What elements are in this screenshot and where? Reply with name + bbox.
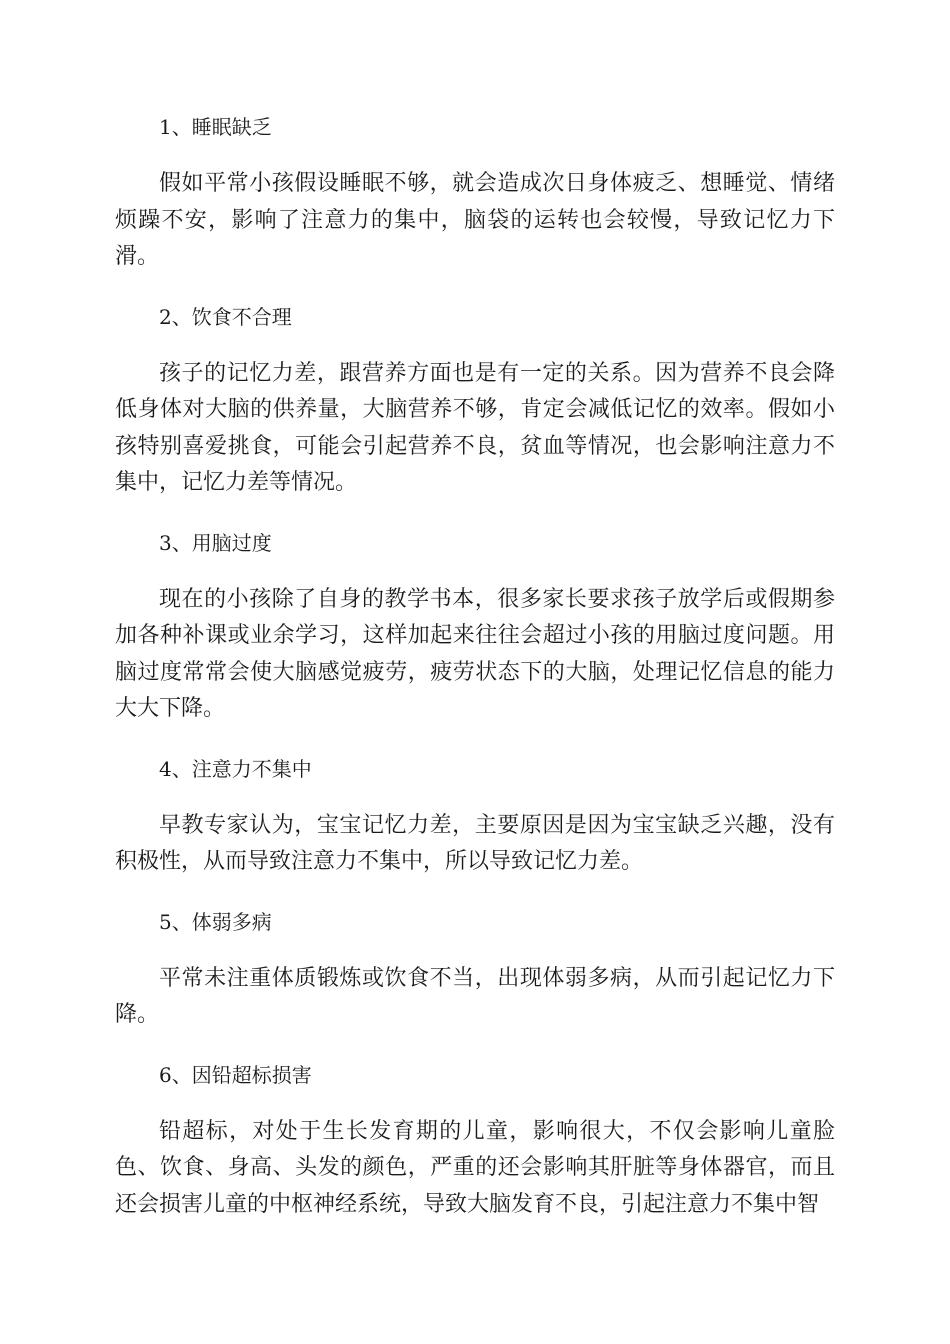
- section-heading: 3、用脑过度: [159, 530, 272, 555]
- section-heading: 4、注意力不集中: [159, 756, 312, 781]
- section-paragraph: 孩子的记忆力差，跟营养方面也是有一定的关系。因为营养不良会降低身体对大脑的供养量，大脑营养不够，肯定会减低记忆的效率。假如小孩特别喜爱挑食，可能会引起营养不良，贫血等情况，也会影响注意力不集中，记忆力差等情况。: [115, 360, 835, 495]
- section-paragraph: 现在的小孩除了自身的教学书本，很多家长要求孩子放学后或假期参加各种补课或业余学习，这样加起来往往会超过小孩的用脑过度问题。用脑过度常常会使大脑感觉疲劳，疲劳状态下的大脑，处理记忆信息的能力大大下降。: [115, 586, 835, 721]
- section-paragraph: 假如平常小孩假设睡眠不够，就会造成次日身体疲乏、想睡觉、情绪烦躁不安，影响了注意力的集中，脑袋的运转也会较慢，导致记忆力下滑。: [115, 171, 835, 269]
- document-body: [115, 108, 835, 1223]
- section-paragraph: 铅超标，对处于生长发育期的儿童，影响很大，不仅会影响儿童脸色、饮食、身高、头发的颜色，严重的还会影响其肝脏等身体器官，而且还会损害儿童的中枢神经系统，导致大脑发育不良，引起注意力不集中智: [115, 1118, 835, 1217]
- section-heading: 5、体弱多病: [159, 909, 272, 934]
- section-heading: 6、因铅超标损害: [159, 1062, 312, 1087]
- section-heading: 2、饮食不合理: [159, 304, 292, 329]
- section-heading: 1、睡眠缺乏: [159, 115, 272, 139]
- section-paragraph: 平常未注重体质锻炼或饮食不当，出现体弱多病，从而引起记忆力下降。: [115, 965, 835, 1027]
- section-paragraph: 早教专家认为，宝宝记忆力差，主要原因是因为宝宝缺乏兴趣，没有积极性，从而导致注意力不集中，所以导致记忆力差。: [115, 812, 835, 874]
